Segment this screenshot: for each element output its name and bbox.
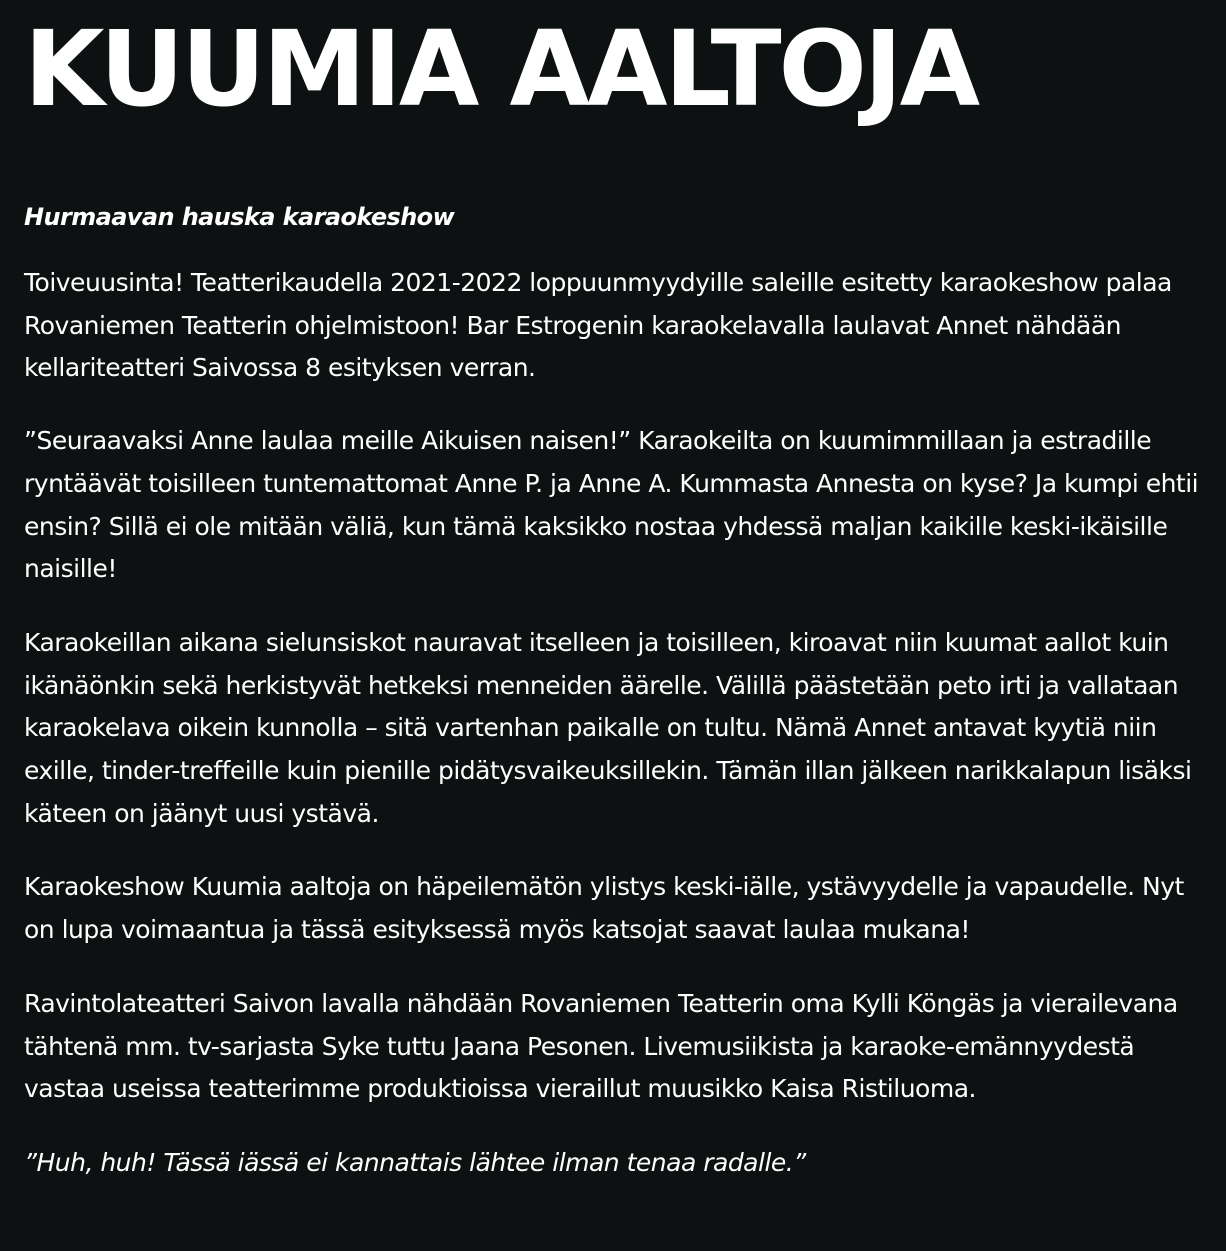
body-paragraph-intro: ”Seuraavaksi Anne laulaa meille Aikuisen naisen!” Karaokeilta on kuumimmillaan ja estradille ryntäävät toisilleen tuntemattomat Anne P. ja Anne A. Kummasta Annesta on kyse? Ja kumpi ehtii ensin? Sillä ei ole mitään väliä, kun tämä kaksikko nostaa yhdessä maljan kaikille keski-ikäisille naisille!	[24, 426, 1199, 584]
article-subtitle: Hurmaavan hauska karaokeshow	[24, 203, 455, 231]
article	[24, 0, 1204, 1185]
lead-paragraph: Toiveuusinta! Teatterikaudella 2021-2022 loppuunmyydyille saleille esitetty karaokeshow palaa Rovaniemen Teatterin ohjelmistoon! Bar Estrogenin karaokelavalla laulavat Annet nähdään kellariteatteri Saivossa 8 esityksen verran.	[24, 268, 1172, 383]
closing-quote: ”Huh, huh! Tässä iässä ei kannattais lähtee ilman tenaa radalle.”	[24, 1147, 806, 1177]
body-paragraph-cast: Ravintolateatteri Saivon lavalla nähdään Rovaniemen Teatterin oma Kylli Köngäs ja vierailevana tähtenä mm. tv-sarjasta Syke tuttu Jaana Pesonen. Livemusiikista ja karaoke-emännyydestä vastaa useissa teatterimme produktioissa vieraillut muusikko Kaisa Ristiluoma.	[24, 988, 1178, 1104]
page-title: KUUMIA AALTOJA	[24, 8, 978, 130]
body-paragraph-praise: Karaokeshow Kuumia aaltoja on häpeilemätön ylistys keski-iälle, ystävyydelle ja vapaudelle. Nyt on lupa voimaantua ja tässä esityksessä myös katsojat saavat laulaa mukana!	[24, 872, 1184, 945]
body-paragraph-evening: Karaokeillan aikana sielunsiskot nauravat itselleen ja toisilleen, kiroavat niin kuumat aallot kuin ikänäönkin sekä herkistyvät hetkeksi menneiden äärelle. Välillä päästetään peto irti ja vallataan karaokelava oikein kunnolla – sitä vartenhan paikalle on tultu. Nämä Annet antavat kyytiä niin exille, tinder-treffeille kuin pienille pidätysvaikeuksillekin. Tämän illan jälkeen narikkalapun lisäksi käteen on jäänyt uusi ystävä.	[24, 627, 1192, 828]
